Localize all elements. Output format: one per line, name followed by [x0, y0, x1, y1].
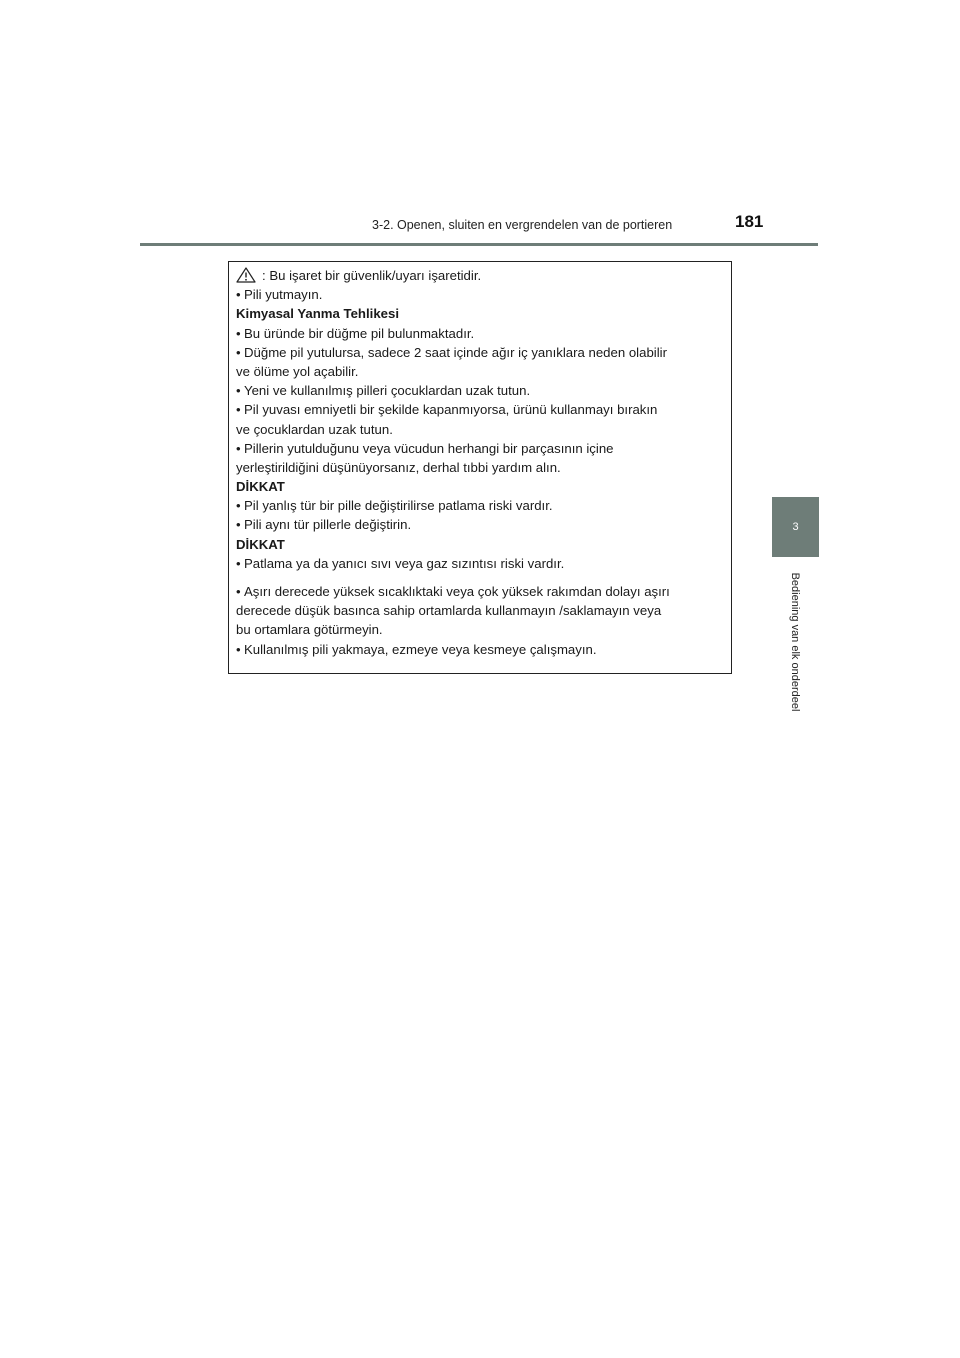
list-item-text: Yeni ve kullanılmış pilleri çocuklardan uzak tutun. — [244, 383, 531, 399]
list-item-text: Patlama ya da yanıcı sıvı veya gaz sızıntısı riski vardır. — [244, 555, 565, 571]
bullet: • — [236, 325, 241, 341]
chapter-number: 3 — [792, 521, 799, 533]
bullet: • — [236, 287, 241, 303]
list-item — [236, 554, 725, 573]
list-item — [236, 582, 725, 601]
list-item-text: Pil yanlış tür bir pille değiştirilirse patlama riski vardır. — [244, 498, 553, 514]
list-item-continuation: bu ortamlara götürmeyin. — [236, 622, 383, 638]
warning-legend — [236, 266, 725, 285]
bullet: • — [236, 555, 241, 571]
list-item-continuation: ve ölüme yol açabilir. — [236, 363, 359, 379]
list-item — [236, 515, 725, 534]
list-item — [236, 400, 725, 419]
list-item — [236, 343, 725, 362]
list-item — [236, 381, 725, 400]
bullet: • — [236, 584, 241, 599]
list-item-text: Pili yutmayın. — [244, 287, 323, 303]
list-item — [236, 439, 725, 458]
list-item-text: Düğme pil yutulursa, sadece 2 saat içinde ağır iç yanıklara neden olabilir — [244, 344, 667, 360]
bullet: • — [236, 498, 241, 514]
section-heading: DİKKAT — [236, 479, 285, 495]
list-item-text: Aşırı derecede yüksek sıcaklıktaki veya çok yüksek rakımdan dolayı aşırı — [244, 584, 670, 599]
list-item — [236, 285, 725, 304]
bullet: • — [236, 440, 241, 456]
list-item-text: Bu üründe bir düğme pil bulunmaktadır. — [244, 325, 475, 341]
page-number: 181 — [735, 212, 764, 231]
bullet: • — [236, 517, 241, 533]
warning-legend-text: : Bu işaret bir güvenlik/uyarı işaretidir. — [262, 268, 482, 283]
list-item-text: Pillerin yutulduğunu veya vücudun herhangi bir parçasının içine — [244, 440, 614, 456]
bullet: • — [236, 641, 241, 657]
bullet: • — [236, 344, 241, 360]
chapter-label: Bediening van elk onderdeel — [789, 572, 801, 712]
list-item-continuation: derecede düşük basınca sahip ortamlarda kullanmayın /saklamayın veya — [236, 603, 662, 619]
list-item — [236, 496, 725, 515]
list-item — [236, 324, 725, 343]
chapter-tab — [772, 497, 819, 557]
list-item-text: Kullanılmış pili yakmaya, ezmeye veya kesmeye çalışmayın. — [244, 641, 597, 657]
warning-text — [236, 266, 725, 659]
bullet: • — [236, 402, 241, 418]
list-item-continuation: yerleştirildiğini düşünüyorsanız, derhal tıbbi yardım alın. — [236, 459, 561, 475]
warning-box — [228, 261, 732, 674]
bullet: • — [236, 383, 241, 399]
list-item — [236, 640, 725, 659]
warning-triangle-icon — [236, 267, 256, 283]
section-heading: DİKKAT — [236, 536, 285, 552]
list-item-text: Pil yuvası emniyetli bir şekilde kapanmıyorsa, ürünü kullanmayı bırakın — [244, 402, 658, 418]
section-heading: Kimyasal Yanma Tehlikesi — [236, 306, 399, 322]
section-title: 3-2. Openen, sluiten en vergrendelen van de portieren — [372, 218, 673, 232]
list-item-text: Pili aynı tür pillerle değiştirin. — [244, 517, 412, 533]
header-divider — [140, 243, 818, 246]
list-item-continuation: ve çocuklardan uzak tutun. — [236, 421, 393, 437]
